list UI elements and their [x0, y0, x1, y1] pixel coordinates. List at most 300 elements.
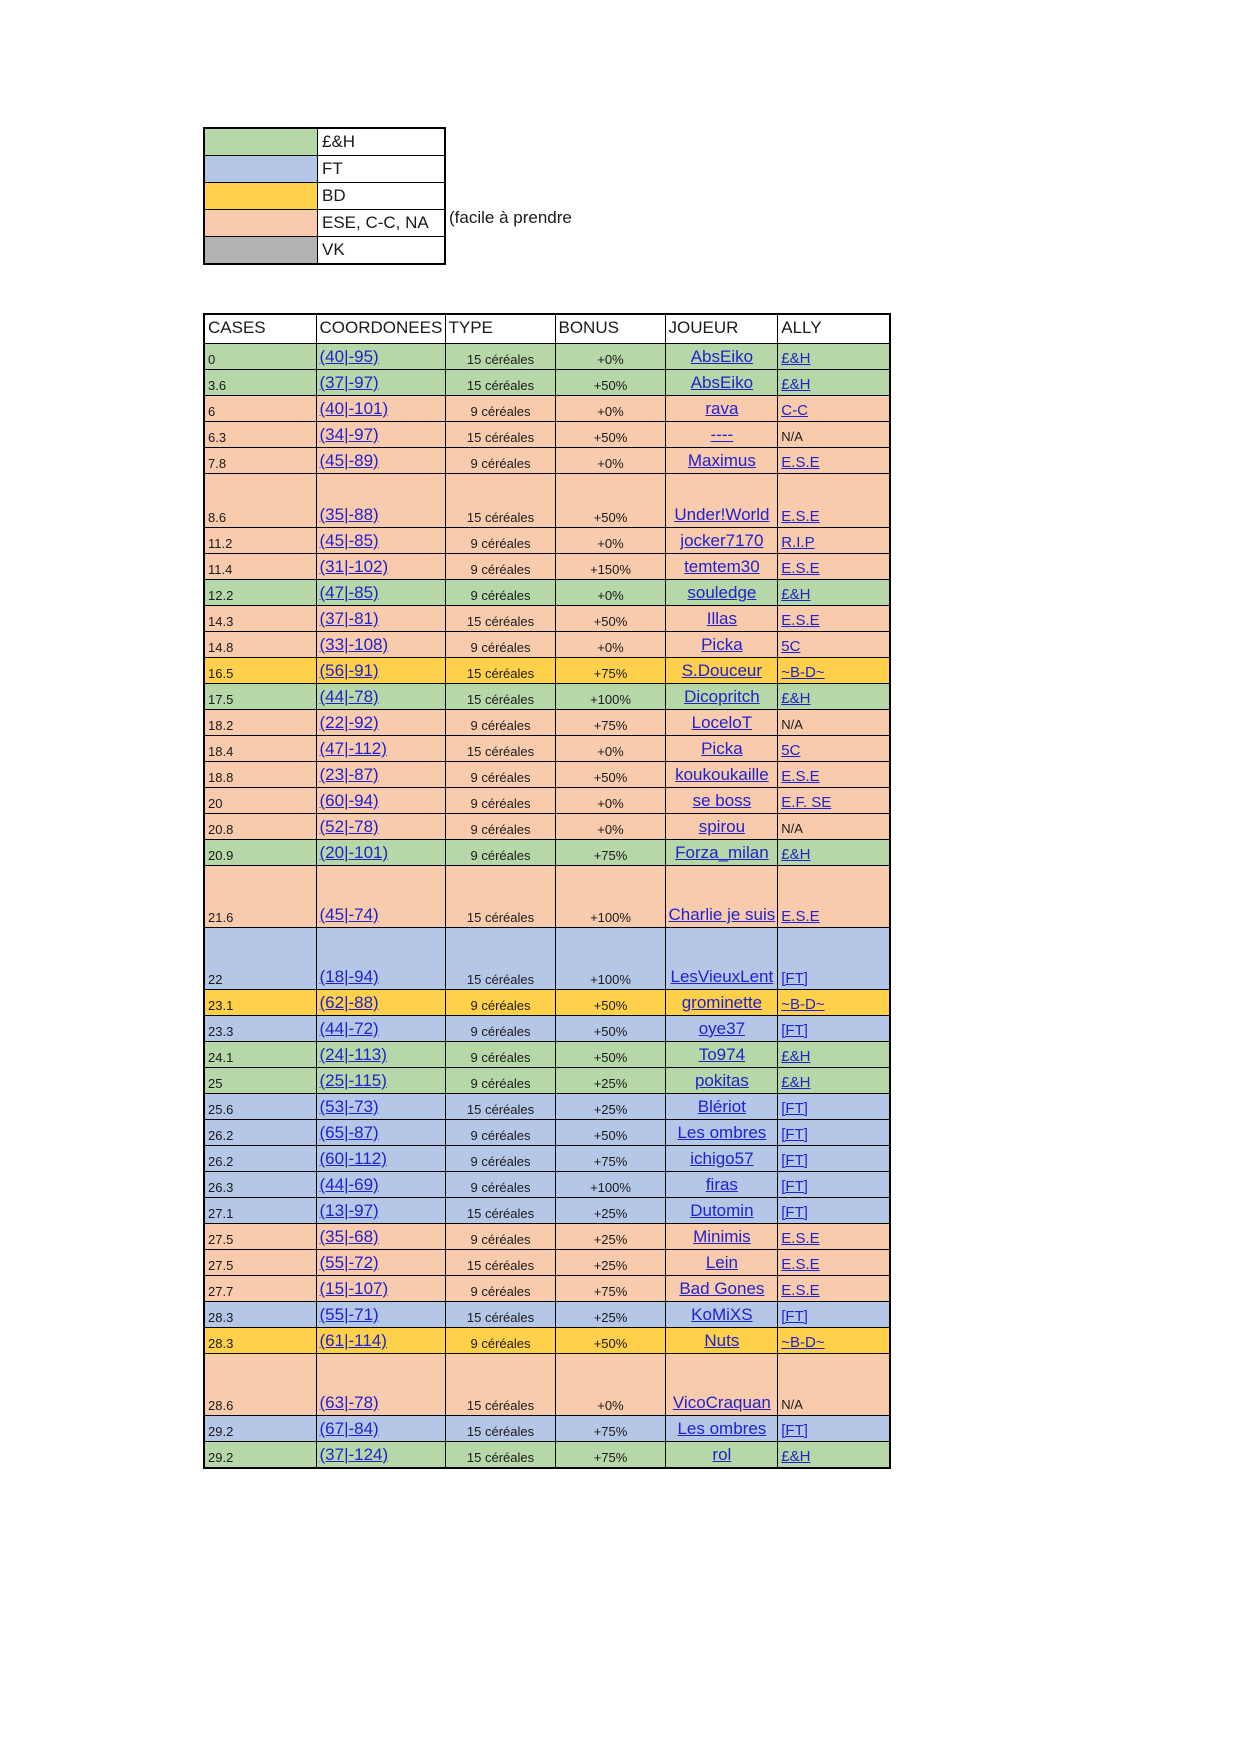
table-row [204, 1442, 890, 1468]
ally-link[interactable]: [FT] [781, 1126, 808, 1143]
ally-cell [778, 710, 890, 736]
coordinates-link[interactable]: (63|-78) [319, 1393, 379, 1412]
column-header-type: TYPE [445, 314, 555, 344]
coordinates-cell [316, 1198, 445, 1224]
cases-cell: 20.8 [204, 814, 316, 840]
cases-cell: 27.5 [204, 1224, 316, 1250]
ally-cell [778, 1250, 890, 1276]
ally-link[interactable]: R.I.P [781, 534, 815, 551]
ally-link[interactable]: ~B-D~ [781, 996, 825, 1013]
player-cell [665, 788, 778, 814]
ally-text: N/A [781, 717, 803, 732]
table-row [204, 1354, 890, 1416]
player-link[interactable]: Charlie je suis [668, 905, 776, 924]
coordinates-link[interactable]: (22|-92) [319, 713, 379, 732]
ally-cell [778, 788, 890, 814]
type-cell: 15 céréales [445, 736, 555, 762]
player-cell [665, 422, 778, 448]
coordinates-cell [316, 370, 445, 396]
player-cell [665, 658, 778, 684]
player-cell [665, 1328, 778, 1354]
ally-link[interactable]: £&H [781, 586, 811, 603]
coordinates-cell [316, 632, 445, 658]
type-cell: 15 céréales [445, 606, 555, 632]
bonus-cell: +50% [555, 474, 665, 528]
table-row [204, 1416, 890, 1442]
coordinates-cell [316, 580, 445, 606]
coordinates-link[interactable]: (40|-101) [319, 399, 389, 418]
coordinates-link[interactable]: (60|-112) [319, 1149, 387, 1168]
yellow-color-swatch [204, 183, 318, 210]
player-cell [665, 370, 778, 396]
table-row [204, 928, 890, 990]
table-row [204, 580, 890, 606]
player-cell [665, 1276, 778, 1302]
cases-cell: 27.1 [204, 1198, 316, 1224]
player-link[interactable]: LoceloT [691, 713, 753, 732]
cases-cell: 25 [204, 1068, 316, 1094]
player-link[interactable]: Picka [701, 635, 743, 654]
type-cell: 9 céréales [445, 710, 555, 736]
type-cell: 9 céréales [445, 1042, 555, 1068]
data-table [203, 313, 891, 1469]
column-header-ally: ALLY [778, 314, 890, 344]
coordinates-link[interactable]: (23|-87) [319, 765, 379, 784]
ally-link[interactable]: E.S.E [781, 454, 820, 471]
player-link[interactable]: Bad Gones [679, 1279, 765, 1298]
type-cell: 15 céréales [445, 1302, 555, 1328]
player-link[interactable]: Les ombres [677, 1123, 767, 1142]
type-cell: 9 céréales [445, 580, 555, 606]
player-link[interactable]: Under!World [674, 505, 770, 524]
ally-cell [778, 658, 890, 684]
table-row [204, 1016, 890, 1042]
player-cell [665, 1146, 778, 1172]
bonus-cell: +75% [555, 1442, 665, 1468]
type-cell: 15 céréales [445, 1250, 555, 1276]
ally-link[interactable]: 5C [781, 742, 801, 759]
legend-label: VK [318, 237, 446, 265]
type-cell: 9 céréales [445, 762, 555, 788]
player-link[interactable]: VicoCraquan [672, 1393, 771, 1412]
ally-cell [778, 762, 890, 788]
cases-cell: 26.2 [204, 1120, 316, 1146]
player-link[interactable]: ichigo57 [690, 1149, 754, 1168]
ally-link[interactable]: [FT] [781, 1204, 808, 1221]
cases-cell: 20 [204, 788, 316, 814]
ally-link[interactable]: £&H [781, 1074, 811, 1091]
legend-body [204, 128, 445, 264]
ally-cell [778, 1354, 890, 1416]
table-row [204, 1120, 890, 1146]
cases-cell: 14.3 [204, 606, 316, 632]
player-cell [665, 1354, 778, 1416]
table-row [204, 840, 890, 866]
ally-cell [778, 344, 890, 370]
legend-label: FT [318, 156, 446, 183]
player-cell [665, 528, 778, 554]
coordinates-cell [316, 1354, 445, 1416]
ally-cell [778, 422, 890, 448]
ally-cell [778, 684, 890, 710]
ally-cell [778, 554, 890, 580]
player-cell [665, 762, 778, 788]
player-link[interactable]: rava [705, 399, 739, 418]
bonus-cell: +50% [555, 1016, 665, 1042]
table-row [204, 1250, 890, 1276]
ally-link[interactable]: [FT] [781, 1100, 808, 1117]
ally-link[interactable]: [FT] [781, 1022, 808, 1039]
type-cell: 9 céréales [445, 1276, 555, 1302]
player-link[interactable]: To974 [698, 1045, 746, 1064]
coordinates-link[interactable]: (65|-87) [319, 1123, 379, 1142]
type-cell: 15 céréales [445, 928, 555, 990]
ally-cell [778, 1042, 890, 1068]
coordinates-link[interactable]: (40|-95) [319, 347, 379, 366]
type-cell: 9 céréales [445, 554, 555, 580]
ally-cell [778, 1068, 890, 1094]
bonus-cell: +50% [555, 422, 665, 448]
type-cell: 15 céréales [445, 1354, 555, 1416]
player-link[interactable]: se boss [692, 791, 752, 810]
table-row [204, 710, 890, 736]
table-row [204, 396, 890, 422]
blue-color-swatch [204, 156, 318, 183]
coordinates-link[interactable]: (25|-115) [319, 1071, 387, 1090]
ally-link[interactable]: C-C [781, 402, 808, 419]
coordinates-link[interactable]: (15|-107) [319, 1279, 389, 1298]
table-row [204, 1302, 890, 1328]
player-cell [665, 736, 778, 762]
coordinates-link[interactable]: (62|-88) [319, 993, 379, 1012]
ally-cell [778, 1302, 890, 1328]
player-link[interactable]: AbsEiko [690, 373, 754, 392]
player-link[interactable]: temtem30 [684, 557, 760, 576]
player-cell [665, 1016, 778, 1042]
player-cell [665, 1442, 778, 1468]
player-link[interactable]: Forza_milan [675, 843, 769, 862]
player-cell [665, 448, 778, 474]
ally-link[interactable]: E.S.E [781, 1256, 820, 1273]
player-link[interactable]: jocker7170 [680, 531, 764, 550]
player-link[interactable]: Les ombres [677, 1419, 767, 1438]
player-cell [665, 710, 778, 736]
green-color-swatch [204, 128, 318, 156]
cases-cell: 29.2 [204, 1442, 316, 1468]
bonus-cell: +0% [555, 632, 665, 658]
coordinates-link[interactable]: (61|-114) [319, 1331, 387, 1350]
coordinates-link[interactable]: (45|-85) [319, 531, 379, 550]
coordinates-cell [316, 1302, 445, 1328]
ally-link[interactable]: E.S.E [781, 1230, 820, 1247]
bonus-cell: +25% [555, 1302, 665, 1328]
coordinates-link[interactable]: (24|-113) [319, 1045, 387, 1064]
player-link[interactable]: Dicopritch [684, 687, 760, 706]
type-cell: 15 céréales [445, 344, 555, 370]
bonus-cell: +75% [555, 840, 665, 866]
player-cell [665, 840, 778, 866]
player-link[interactable]: AbsEiko [690, 347, 754, 366]
coordinates-link[interactable]: (31|-102) [319, 557, 389, 576]
player-link[interactable]: grominette [681, 993, 763, 1012]
legend-row [204, 156, 445, 183]
coordinates-link[interactable]: (67|-84) [319, 1419, 379, 1438]
coordinates-cell [316, 1042, 445, 1068]
legend-row [204, 128, 445, 156]
player-cell [665, 1224, 778, 1250]
ally-cell [778, 990, 890, 1016]
ally-cell [778, 736, 890, 762]
player-link[interactable]: S.Douceur [681, 661, 763, 680]
player-link[interactable]: Blériot [697, 1097, 746, 1116]
cases-cell: 23.1 [204, 990, 316, 1016]
player-link[interactable]: pokitas [694, 1071, 749, 1090]
player-cell [665, 606, 778, 632]
ally-link[interactable]: [FT] [781, 1308, 808, 1325]
ally-link[interactable]: E.S.E [781, 1282, 820, 1299]
ally-link[interactable]: £&H [781, 690, 811, 707]
ally-text: N/A [781, 429, 803, 444]
player-cell [665, 684, 778, 710]
type-cell: 9 céréales [445, 528, 555, 554]
coordinates-cell [316, 474, 445, 528]
coordinates-link[interactable]: (37|-97) [319, 373, 379, 392]
ally-cell [778, 606, 890, 632]
coordinates-cell [316, 788, 445, 814]
coordinates-cell [316, 710, 445, 736]
coordinates-cell [316, 684, 445, 710]
table-row [204, 554, 890, 580]
bonus-cell: +0% [555, 528, 665, 554]
coordinates-link[interactable]: (44|-78) [319, 687, 379, 706]
ally-link[interactable]: £&H [781, 350, 811, 367]
coordinates-cell [316, 448, 445, 474]
ally-cell [778, 1224, 890, 1250]
coordinates-link[interactable]: (37|-81) [319, 609, 379, 628]
cases-cell: 21.6 [204, 866, 316, 928]
type-cell: 9 céréales [445, 1146, 555, 1172]
coordinates-link[interactable]: (45|-74) [319, 905, 379, 924]
player-link[interactable]: Picka [701, 739, 743, 758]
player-link[interactable]: Minimis [693, 1227, 751, 1246]
ally-cell [778, 474, 890, 528]
type-cell: 9 céréales [445, 448, 555, 474]
cases-cell: 18.2 [204, 710, 316, 736]
cases-cell: 3.6 [204, 370, 316, 396]
player-link[interactable]: LesVieuxLent [670, 967, 774, 986]
ally-link[interactable]: E.S.E [781, 612, 820, 629]
ally-cell [778, 866, 890, 928]
table-row [204, 1172, 890, 1198]
coordinates-link[interactable]: (44|-69) [319, 1175, 379, 1194]
ally-link[interactable]: £&H [781, 1447, 811, 1465]
coordinates-cell [316, 736, 445, 762]
player-cell [665, 928, 778, 990]
bonus-cell: +50% [555, 1328, 665, 1354]
player-link[interactable]: koukoukaille [675, 765, 769, 784]
ally-link[interactable]: 5C [781, 638, 801, 655]
cases-cell: 29.2 [204, 1416, 316, 1442]
cases-cell: 26.2 [204, 1146, 316, 1172]
player-link[interactable]: KoMiXS [691, 1305, 753, 1324]
type-cell: 9 céréales [445, 396, 555, 422]
orange-color-swatch [204, 210, 318, 237]
ally-link[interactable]: [FT] [781, 1178, 808, 1195]
player-link[interactable]: Illas [706, 609, 737, 628]
player-link[interactable]: Dutomin [690, 1201, 754, 1220]
bonus-cell: +25% [555, 1068, 665, 1094]
column-header-bonus: BONUS [555, 314, 665, 344]
player-link[interactable]: Lein [705, 1253, 738, 1272]
ally-cell [778, 1276, 890, 1302]
coordinates-cell [316, 344, 445, 370]
coordinates-link[interactable]: (47|-112) [319, 739, 387, 758]
ally-cell [778, 396, 890, 422]
coordinates-cell [316, 1172, 445, 1198]
coordinates-link[interactable]: (47|-85) [319, 583, 379, 602]
player-link[interactable]: ---- [710, 425, 734, 444]
cases-cell: 18.8 [204, 762, 316, 788]
coordinates-link[interactable]: (45|-89) [319, 451, 379, 470]
player-cell [665, 1302, 778, 1328]
type-cell: 15 céréales [445, 1094, 555, 1120]
cases-cell: 8.6 [204, 474, 316, 528]
coordinates-link[interactable]: (55|-72) [319, 1253, 379, 1272]
ally-cell [778, 370, 890, 396]
ally-cell [778, 1016, 890, 1042]
ally-cell [778, 840, 890, 866]
coordinates-link[interactable]: (55|-71) [319, 1305, 379, 1324]
coordinates-cell [316, 1094, 445, 1120]
coordinates-link[interactable]: (35|-68) [319, 1227, 379, 1246]
cases-cell: 27.7 [204, 1276, 316, 1302]
coordinates-cell [316, 1224, 445, 1250]
coordinates-cell [316, 1276, 445, 1302]
player-link[interactable]: Maximus [687, 451, 756, 470]
coordinates-cell [316, 990, 445, 1016]
ally-link[interactable]: ~B-D~ [781, 664, 825, 681]
bonus-cell: +0% [555, 1354, 665, 1416]
coordinates-link[interactable]: (13|-97) [319, 1201, 379, 1220]
ally-link[interactable]: £&H [781, 376, 811, 393]
coordinates-link[interactable]: (56|-91) [319, 661, 379, 680]
coordinates-link[interactable]: (37|-124) [319, 1444, 389, 1464]
coordinates-link[interactable]: (18|-94) [319, 967, 379, 986]
table-row [204, 762, 890, 788]
table-row [204, 528, 890, 554]
coordinates-link[interactable]: (60|-94) [319, 791, 379, 810]
cases-cell: 26.3 [204, 1172, 316, 1198]
coordinates-link[interactable]: (53|-73) [319, 1097, 379, 1116]
bonus-cell: +50% [555, 606, 665, 632]
player-link[interactable]: spirou [698, 817, 746, 836]
bonus-cell: +75% [555, 1416, 665, 1442]
player-cell [665, 814, 778, 840]
ally-link[interactable]: E.S.E [781, 560, 820, 577]
type-cell: 15 céréales [445, 684, 555, 710]
table-row [204, 684, 890, 710]
player-link[interactable]: rol [712, 1444, 732, 1464]
ally-link[interactable]: E.S.E [781, 508, 820, 525]
coordinates-cell [316, 814, 445, 840]
type-cell: 9 céréales [445, 788, 555, 814]
ally-link[interactable]: E.S.E [781, 768, 820, 785]
ally-link[interactable]: £&H [781, 846, 811, 863]
type-cell: 15 céréales [445, 658, 555, 684]
gray-color-swatch [204, 237, 318, 265]
ally-cell [778, 528, 890, 554]
ally-cell [778, 1328, 890, 1354]
coordinates-cell [316, 1120, 445, 1146]
player-cell [665, 396, 778, 422]
coordinates-link[interactable]: (44|-72) [319, 1019, 379, 1038]
bonus-cell: +50% [555, 1120, 665, 1146]
column-header-cases: CASES [204, 314, 316, 344]
type-cell: 15 céréales [445, 422, 555, 448]
ally-link[interactable]: [FT] [781, 970, 808, 987]
cases-cell: 28.3 [204, 1328, 316, 1354]
player-link[interactable]: Nuts [704, 1331, 740, 1350]
table-row [204, 344, 890, 370]
ally-link[interactable]: ~B-D~ [781, 1334, 825, 1351]
ally-link[interactable]: E.F. SE [781, 794, 832, 811]
table-row [204, 1042, 890, 1068]
table-row [204, 658, 890, 684]
table-row [204, 474, 890, 528]
table-row [204, 1328, 890, 1354]
ally-link[interactable]: E.S.E [781, 908, 820, 925]
coordinates-cell [316, 1068, 445, 1094]
bonus-cell: +75% [555, 1276, 665, 1302]
player-cell [665, 1250, 778, 1276]
ally-link[interactable]: [FT] [781, 1152, 808, 1169]
table-row [204, 866, 890, 928]
player-cell [665, 1094, 778, 1120]
ally-link[interactable]: £&H [781, 1048, 811, 1065]
legend-row [204, 210, 445, 237]
player-cell [665, 474, 778, 528]
ally-link[interactable]: [FT] [781, 1422, 808, 1439]
bonus-cell: +100% [555, 1172, 665, 1198]
coordinates-cell [316, 396, 445, 422]
player-cell [665, 554, 778, 580]
player-link[interactable]: souledge [687, 583, 757, 602]
ally-cell [778, 1198, 890, 1224]
table-row [204, 422, 890, 448]
table-row [204, 1224, 890, 1250]
coordinates-link[interactable]: (20|-101) [319, 843, 389, 862]
cases-cell: 23.3 [204, 1016, 316, 1042]
coordinates-link[interactable]: (35|-88) [319, 505, 379, 524]
player-link[interactable]: oye37 [698, 1019, 746, 1038]
coordinates-link[interactable]: (33|-108) [319, 635, 389, 654]
player-link[interactable]: firas [705, 1175, 738, 1194]
bonus-cell: +50% [555, 1042, 665, 1068]
legend-label: £&H [318, 128, 446, 156]
coordinates-link[interactable]: (52|-78) [319, 817, 379, 836]
bonus-cell: +50% [555, 990, 665, 1016]
cases-cell: 6.3 [204, 422, 316, 448]
cases-cell: 11.4 [204, 554, 316, 580]
cases-cell: 24.1 [204, 1042, 316, 1068]
ally-cell [778, 814, 890, 840]
table-row [204, 788, 890, 814]
type-cell: 15 céréales [445, 1198, 555, 1224]
coordinates-cell [316, 1250, 445, 1276]
coordinates-link[interactable]: (34|-97) [319, 425, 379, 444]
cases-cell: 25.6 [204, 1094, 316, 1120]
coordinates-cell [316, 528, 445, 554]
